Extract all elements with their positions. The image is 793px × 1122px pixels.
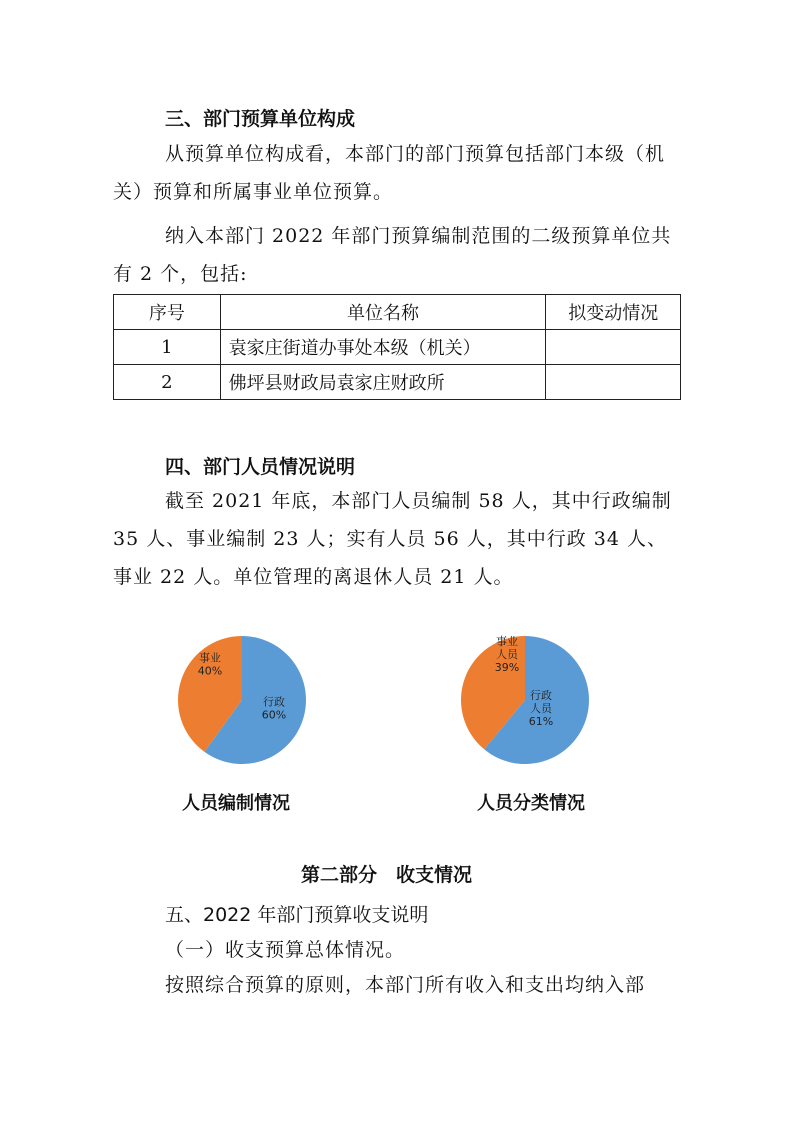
table-row: [114, 365, 681, 400]
section3-heading: 三、部门预算单位构成: [165, 108, 356, 130]
pie-slice-label: 行政人员 61%: [528, 689, 554, 728]
pie-chart-staffing: [172, 630, 312, 770]
chart-title-staffing: 人员编制情况: [182, 793, 290, 814]
part2-title: 第二部分 收支情况: [301, 864, 473, 886]
pie-chart-classification: [455, 630, 595, 770]
row-unit-name: 佛坪县财政局袁家庄财政所: [220, 365, 546, 400]
header-unit-name: 单位名称: [220, 295, 546, 330]
section4-paragraph: 截至 2021 年底，本部门人员编制 58 人，其中行政编制 35 人、事业编制 23 人；实有人员 56 人，其中行政 34 人、事业 22 人。单位管理的离退休人员 21 人。: [113, 490, 672, 588]
table-row: [114, 330, 681, 365]
pie-slice-label: 事业 40%: [197, 651, 223, 678]
chart-title-classification: 人员分类情况: [477, 793, 585, 814]
row-index: 1: [114, 330, 221, 365]
section3-paragraph-2: 纳入本部门 2022 年部门预算编制范围的二级预算单位共有 2 个，包括:: [113, 225, 672, 285]
section4-heading: 四、部门人员情况说明: [165, 456, 356, 478]
section5-heading: 五、2022 年部门预算收支说明: [165, 904, 429, 926]
row-change: [546, 365, 681, 400]
section3-paragraph-1: 从预算单位构成看，本部门的部门预算包括部门本级（机关）预算和所属事业单位预算。: [113, 143, 666, 203]
pie-slice-label: 事业人员 39%: [494, 635, 520, 674]
subsection-1: （一）收支预算总体情况。: [165, 939, 406, 961]
header-index: 序号: [114, 295, 221, 330]
header-change: 拟变动情况: [546, 295, 681, 330]
row-unit-name: 袁家庄街道办事处本级（机关）: [220, 330, 546, 365]
part2-paragraph: 按照综合预算的原则，本部门所有收入和支出均纳入部: [165, 974, 646, 996]
row-index: 2: [114, 365, 221, 400]
row-change: [546, 330, 681, 365]
pie-slice-label: 行政 60%: [261, 695, 287, 722]
unit-table: [113, 294, 681, 400]
table-header-row: [114, 295, 681, 330]
